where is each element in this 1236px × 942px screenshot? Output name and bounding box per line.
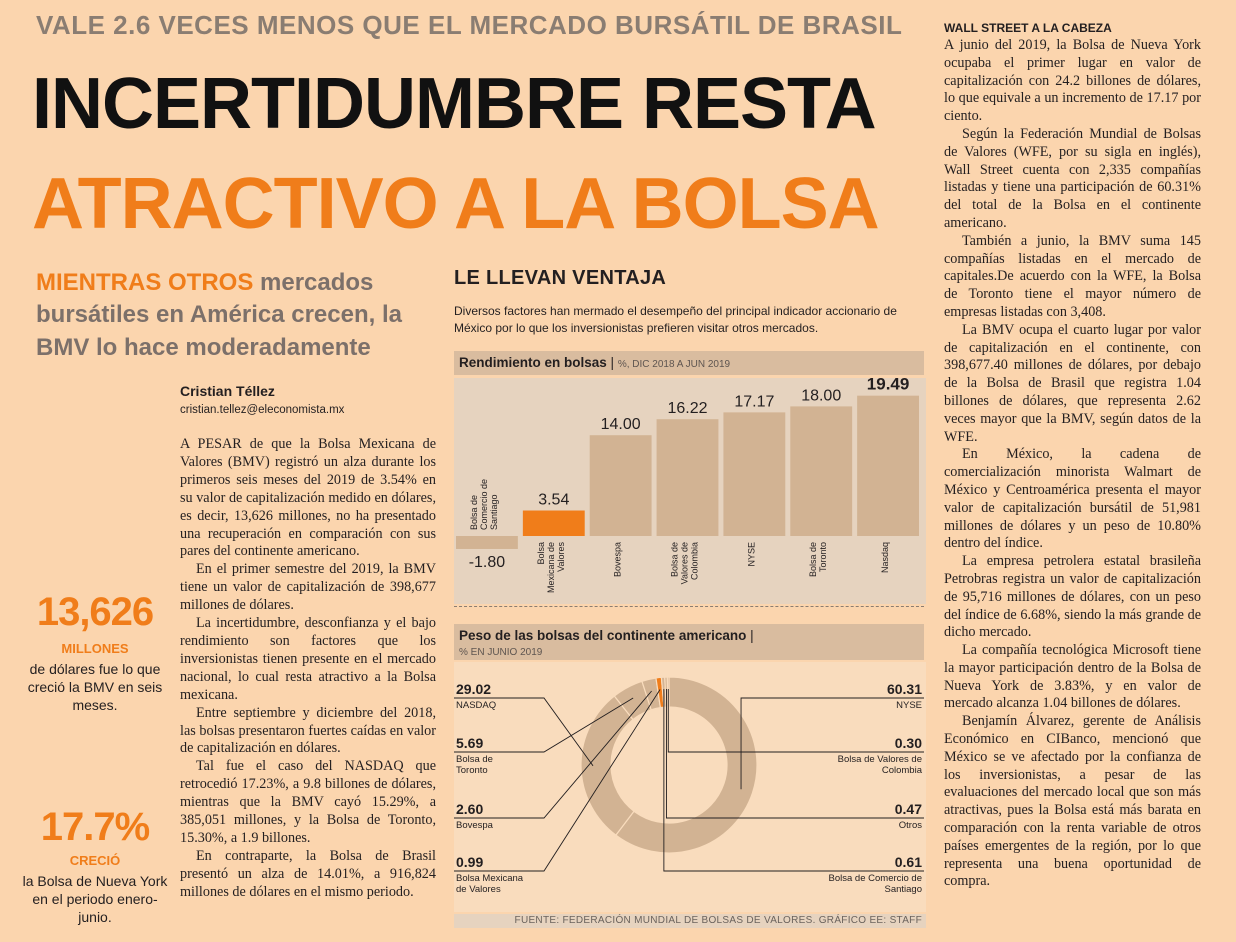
donut-value-label: 2.60 [456,801,484,817]
donut-name-label: Bolsa de Valores de Colombia [837,754,922,776]
stat-unit: MILLONES [61,641,129,656]
bar-value-label: 17.17 [734,393,775,411]
bar [857,396,919,536]
paragraph: La BMV ocupa el cuarto lugar por valor de capitalización en el continente, con 398,677.40 millones de dólares, por debajo de la Bolsa de Brasil que registra 1.04 billones de dólares, que representa 2.62 veces mayor que la BMV, según datos de la WFE. [944,321,1201,445]
donut-name-label: NASDAQ [456,700,497,711]
donut-value-label: 0.61 [894,854,922,870]
stat-description: de dólares fue lo que creció la BMV en seis meses. [27,661,163,713]
donut-name-label: Bolsa de Toronto [456,754,493,776]
bar-value-label: 16.22 [667,400,708,418]
bar-chart [454,378,926,604]
donut-name-label: Bolsa de Comercio de Santiago [828,873,922,895]
pie-chart-title: Peso de las bolsas del continente americano [459,628,747,643]
divider [454,606,924,607]
stat-unit: CRECIÓ [69,853,121,868]
paragraph: En contraparte, la Bolsa de Brasil presentó un alza de 14.01%, a 916,824 millones de dólares en el mismo periodo. [180,847,436,900]
bar [456,536,518,549]
kicker: VALE 2.6 VECES MENOS QUE EL MERCADO BURSÁTIL DE BRASIL [36,10,903,40]
bar [523,511,585,536]
graphic-subtitle: Diversos factores han mermado el desempeño del principal indicador accionario de México por lo que los inversionistas prefieren visitar otros mercados. [454,304,897,335]
bar-chart-subtitle: %, DIC 2018 A JUN 2019 [617,359,731,370]
article-body [180,436,436,902]
byline-author: Cristian Téllez [180,383,275,399]
paragraph: Entre septiembre y diciembre del 2018, las bolsas presentaron fuertes caídas en valor de capitalización en dólares. [180,704,436,757]
donut-chart [454,662,926,912]
paragraph: También a junio, la BMV suma 145 compañías listadas en el mercado de capitales.De acuerdo con la WFE, la Bolsa de Toronto tiene el mayor número de empresas listadas con 3,408. [944,232,1201,320]
bar-category-label: Nasdaq [880,542,891,574]
bar [590,435,652,536]
deck-highlight: MIENTRAS OTROS [36,269,254,296]
bar-category-label: NYSE [746,542,757,567]
donut-value-label: 0.99 [456,854,484,870]
bar [657,419,719,536]
bar-category-label: Bolsa deToronto [808,542,829,578]
paragraph: La compañía tecnológica Microsoft tiene la mayor participación dentro de la Bolsa de Nueva York de 3.83%, y en valor de mercado alcanza 1.04 billones de dólares. [944,642,1201,712]
stat-number: 13,626 [36,590,154,634]
donut-value-label: 0.30 [894,735,922,751]
bar-value-label: 3.54 [538,491,570,509]
bar [790,406,852,536]
paragraph: A junio del 2019, la Bolsa de Nueva York ocupaba el primer lugar en valor de capitalización con 24.2 billones de dólares, lo que equivale a un incremento de 17.17 por ciento. [944,37,1201,125]
bar-category-label: Bolsa deValores deColombia [669,542,700,585]
paragraph: A PESAR de que la Bolsa Mexicana de Valores (BMV) registró un alza durante los primeros seis meses del 2019 de 3.54% en su valor de capitalización medido en dólares, es decir, 13,626 millones, no ha presentado una recuperación en comparación con sus pares del continente americano. [180,436,436,560]
donut-name-label: Bolsa Mexicana de Valores [456,873,524,895]
bar-category-label: Bovespa [612,542,623,578]
paragraph: Tal fue el caso del NASDAQ que retrocedió 17.23%, a 9.8 billones de dólares, mientras que la BMV cayó 15.29%, a 385,051 millones, y la Bolsa de Toronto, 15.30%, a 1.9 billones. [180,758,436,846]
deck [36,267,436,364]
donut-value-label: 60.31 [886,681,922,697]
headline-line-2: ATRACTIVO A LA BOLSA [32,164,879,244]
donut-value-label: 29.02 [456,681,492,697]
donut-value-label: 5.69 [456,735,484,751]
stat-description: la Bolsa de Nueva York en el periodo enero-junio. [22,873,168,925]
bar-chart-header: Rendimiento en bolsas | %, DIC 2018 A JUN 2019 [454,351,924,375]
donut-name-label: NYSE [896,700,922,711]
paragraph: Según la Federación Mundial de Bolsas de Valores (WFE, por su sigla en inglés), Wall Street cuenta con 2,335 compañías listadas y tiene una participación de 60.31% del total de la Bolsa en el continente americano. [944,125,1201,231]
bar-value-label: 14.00 [600,416,641,434]
stat-number: 17.7% [40,805,150,849]
pie-chart-header: Peso de las bolsas del continente americano | % EN JUNIO 2019 [454,624,924,660]
paragraph: La empresa petrolera estatal brasileña Petrobras registra un valor de capitalización de 95,716 millones de dólares, con un peso del índice de 6.68%, siendo la más grande de dicho mercado. [944,553,1201,641]
bar [723,412,785,536]
bar-value-label: -1.80 [468,553,506,571]
paragraph: La incertidumbre, desconfianza y el bajo rendimiento son factores que los inversionistas tienen presente en el mercado nacional, lo cual resta atractivo a la Bolsa mexicana. [180,615,436,703]
sidebar-body [944,37,1201,891]
bar-category-label: Bolsa deComercio deSantiago [468,478,499,530]
bar-value-label: 19.49 [866,378,910,394]
donut-value-label: 0.47 [894,801,922,817]
source-note: FUENTE: FEDERACIÓN MUNDIAL DE BOLSAS DE VALORES. GRÁFICO EE: STAFF [454,914,926,928]
bar-value-label: 18.00 [801,387,842,405]
paragraph: En el primer semestre del 2019, la BMV tiene un valor de capitalización de 398,677 millones de dólares. [180,561,436,614]
headline-line-1: INCERTIDUMBRE RESTA [32,64,876,144]
paragraph: En México, la cadena de comercialización minorista Walmart de México y Centroamérica presenta el mayor valor de capitalización bursátil de 51,981 millones de dólares y un peso de 10.80% dentro del índice. [944,446,1201,552]
sidebar-title: WALL STREET A LA CABEZA [944,21,1112,35]
deck-text: mercados bursátiles en América crecen, la BMV lo hace moderadamente [36,269,402,361]
byline-email[interactable]: cristian.tellez@eleconomista.mx [180,404,345,416]
donut-name-label: Bovespa [456,820,493,831]
donut-name-label: Otros [898,820,922,831]
paragraph: Benjamín Álvarez, gerente de Análisis Económico en CIBanco, mencionó que México se ve afectado por la confianza de los inversionistas, a pesar de las evaluaciones del mercado local que son más atractivas, pues la Bolsa está más barata en comparación con la renta variable de otros países emergentes de la región, por lo que representa una buena oportunidad de compra. [944,713,1201,890]
graphic-title: LE LLEVAN VENTAJA [454,267,667,289]
bar-chart-title: Rendimiento en bolsas [459,355,607,370]
bar-category-label: BolsaMexicana deValores [535,542,566,594]
pie-chart-subtitle: % EN JUNIO 2019 [459,647,543,658]
